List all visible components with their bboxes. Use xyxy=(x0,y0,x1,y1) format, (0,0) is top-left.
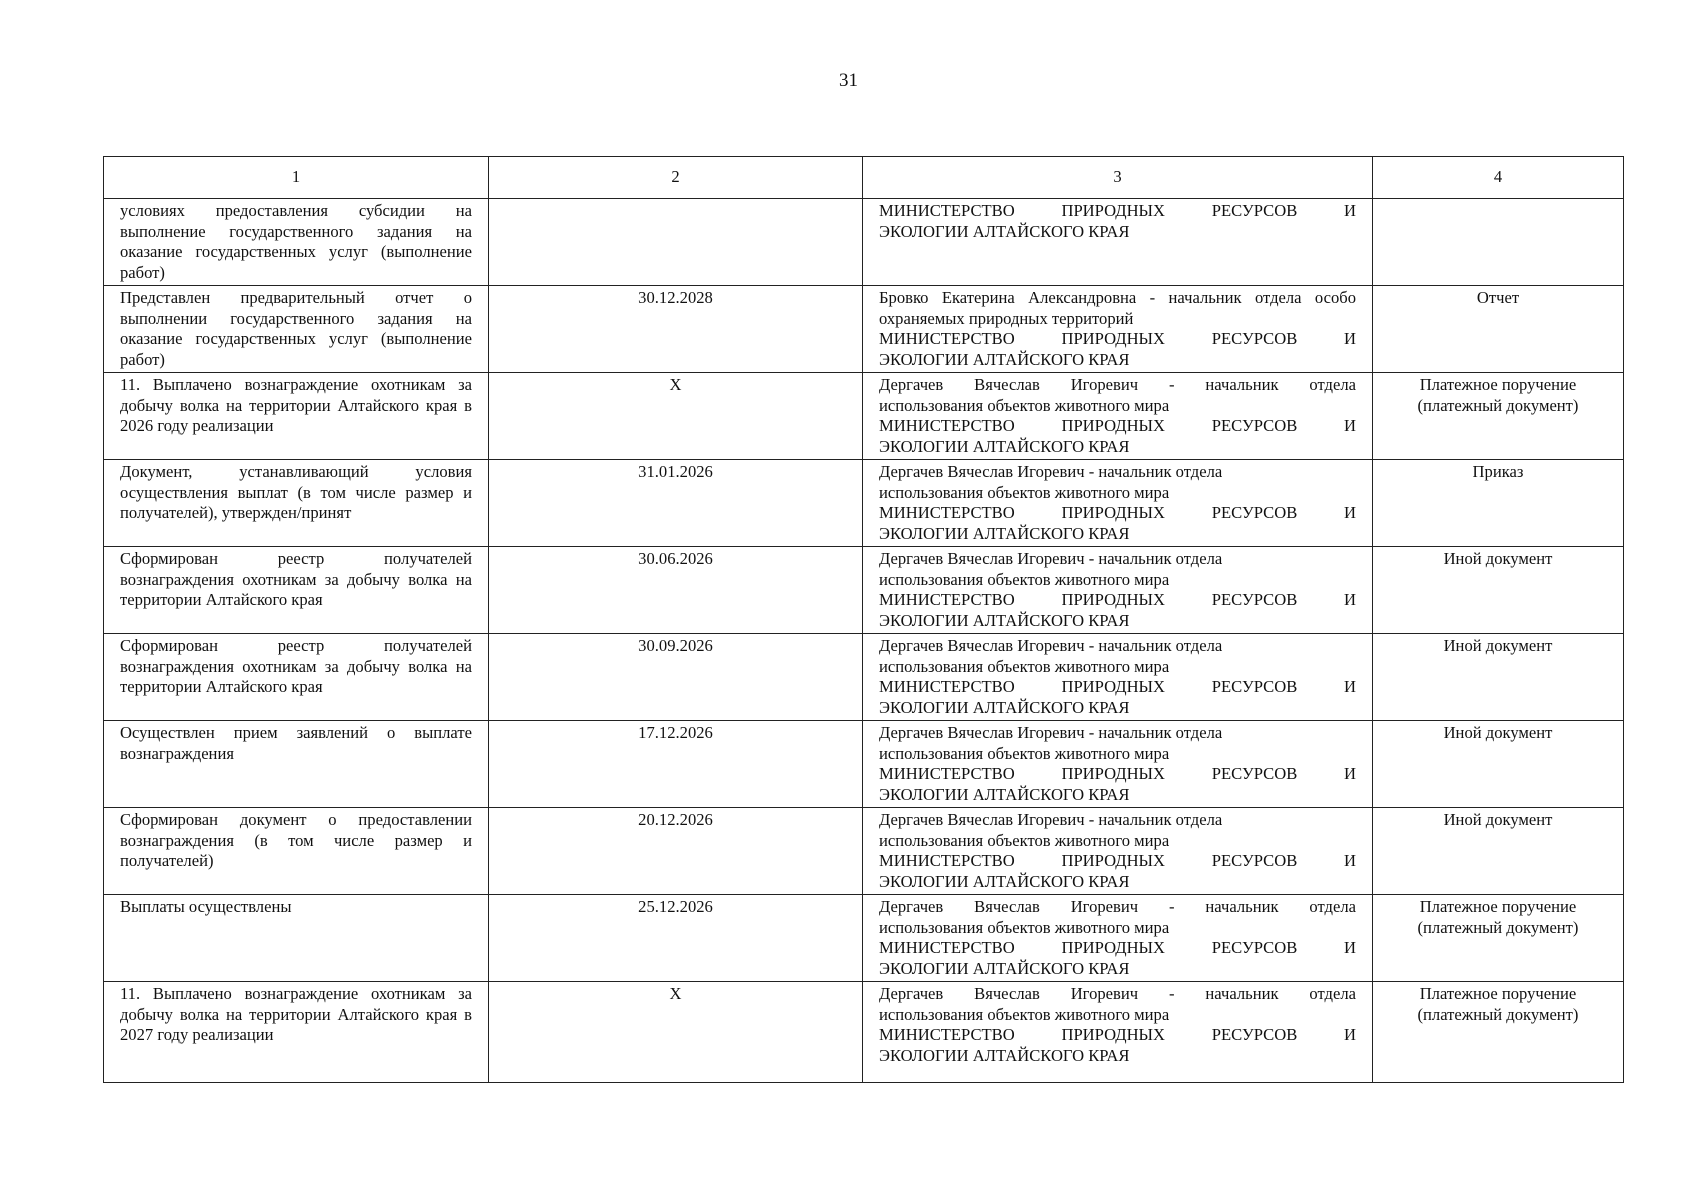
responsible-line: использования объектов животного мира xyxy=(879,830,1170,850)
table-row xyxy=(104,460,1624,547)
table-row xyxy=(104,373,1624,460)
document-type-cell xyxy=(1373,895,1624,982)
responsible-line: МИНИСТЕРСТВО ПРИРОДНЫХ РЕСУРСОВ И xyxy=(879,590,1356,610)
date-cell: 30.09.2026 xyxy=(489,634,863,721)
responsible-line: Дергачев Вячеслав Игоревич - начальник отдела xyxy=(879,897,1356,916)
date-cell xyxy=(489,199,863,286)
responsible-line: использования объектов животного мира xyxy=(879,569,1170,589)
event-description-cell: условиях предоставления субсидии на выполнение государственного задания на оказание государственных услуг (выполнение работ) xyxy=(104,199,489,286)
responsible-line: ЭКОЛОГИИ АЛТАЙСКОГО КРАЯ xyxy=(879,610,1130,630)
responsible-cell xyxy=(863,199,1373,286)
document-type-line: Иной документ xyxy=(1443,810,1553,829)
document-type-line: Приказ xyxy=(1472,462,1524,481)
responsible-line: использования объектов животного мира xyxy=(879,917,1170,937)
event-description-cell: 11. Выплачено вознаграждение охотникам за добычу волка на территории Алтайского края в 2026 году реализации xyxy=(104,373,489,460)
document-type-line: Иной документ xyxy=(1443,723,1553,742)
responsible-line: МИНИСТЕРСТВО ПРИРОДНЫХ РЕСУРСОВ И xyxy=(879,938,1356,958)
date-cell: 30.06.2026 xyxy=(489,547,863,634)
responsible-line: МИНИСТЕРСТВО ПРИРОДНЫХ РЕСУРСОВ И xyxy=(879,329,1356,349)
table-row xyxy=(104,199,1624,286)
responsible-line: охраняемых природных территорий xyxy=(879,308,1134,328)
date-cell: 31.01.2026 xyxy=(489,460,863,547)
responsible-line: ЭКОЛОГИИ АЛТАЙСКОГО КРАЯ xyxy=(879,871,1130,891)
document-table xyxy=(103,156,1624,1083)
responsible-line: МИНИСТЕРСТВО ПРИРОДНЫХ РЕСУРСОВ И xyxy=(879,851,1356,871)
column-header: 2 xyxy=(489,157,863,199)
document-type-cell xyxy=(1373,634,1624,721)
responsible-line: МИНИСТЕРСТВО ПРИРОДНЫХ РЕСУРСОВ И xyxy=(879,1025,1356,1045)
date-cell: 30.12.2028 xyxy=(489,286,863,373)
document-type-line: (платежный документ) xyxy=(1417,917,1579,937)
responsible-line: Дергачев Вячеслав Игоревич - начальник отдела xyxy=(879,723,1223,742)
responsible-line: Дергачев Вячеслав Игоревич - начальник отдела xyxy=(879,984,1356,1003)
page-number: 31 xyxy=(839,70,858,91)
table-row xyxy=(104,895,1624,982)
table-row xyxy=(104,286,1624,373)
responsible-line: ЭКОЛОГИИ АЛТАЙСКОГО КРАЯ xyxy=(879,349,1130,369)
responsible-line: использования объектов животного мира xyxy=(879,395,1170,415)
responsible-line: МИНИСТЕРСТВО ПРИРОДНЫХ РЕСУРСОВ И xyxy=(879,503,1356,523)
responsible-line: ЭКОЛОГИИ АЛТАЙСКОГО КРАЯ xyxy=(879,958,1130,978)
document-type-line: (платежный документ) xyxy=(1417,395,1579,415)
table-row xyxy=(104,547,1624,634)
document-type-cell xyxy=(1373,460,1624,547)
responsible-line: использования объектов животного мира xyxy=(879,743,1170,763)
date-cell: X xyxy=(489,373,863,460)
responsible-cell xyxy=(863,982,1373,1083)
date-cell: 17.12.2026 xyxy=(489,721,863,808)
table-row xyxy=(104,721,1624,808)
event-description-cell: Документ, устанавливающий условия осуществления выплат (в том числе размер и получателей), утвержден/принят xyxy=(104,460,489,547)
responsible-line: ЭКОЛОГИИ АЛТАЙСКОГО КРАЯ xyxy=(879,697,1130,717)
responsible-line: Дергачев Вячеслав Игоревич - начальник отдела xyxy=(879,636,1223,655)
responsible-line: Дергачев Вячеслав Игоревич - начальник отдела xyxy=(879,549,1223,568)
responsible-cell xyxy=(863,895,1373,982)
document-type-line: Иной документ xyxy=(1443,636,1553,655)
event-description-cell: Сформирован документ о предоставлении вознаграждения (в том числе размер и получателей) xyxy=(104,808,489,895)
responsible-line: МИНИСТЕРСТВО ПРИРОДНЫХ РЕСУРСОВ И xyxy=(879,677,1356,697)
document-type-cell xyxy=(1373,547,1624,634)
responsible-line: использования объектов животного мира xyxy=(879,656,1170,676)
table-row xyxy=(104,634,1624,721)
responsible-line: МИНИСТЕРСТВО ПРИРОДНЫХ РЕСУРСОВ И xyxy=(879,764,1356,784)
date-cell: 25.12.2026 xyxy=(489,895,863,982)
responsible-line: МИНИСТЕРСТВО ПРИРОДНЫХ РЕСУРСОВ И xyxy=(879,201,1356,220)
responsible-line: ЭКОЛОГИИ АЛТАЙСКОГО КРАЯ xyxy=(879,784,1130,804)
document-type-line: Платежное поручение xyxy=(1419,897,1577,916)
event-description-cell: Выплаты осуществлены xyxy=(104,895,489,982)
document-type-cell xyxy=(1373,199,1624,286)
document-type-line: (платежный документ) xyxy=(1417,1004,1579,1024)
responsible-cell xyxy=(863,634,1373,721)
responsible-line: ЭКОЛОГИИ АЛТАЙСКОГО КРАЯ xyxy=(879,1045,1130,1065)
event-description-cell: 11. Выплачено вознаграждение охотникам за добычу волка на территории Алтайского края в 2027 году реализации xyxy=(104,982,489,1083)
responsible-line: Дергачев Вячеслав Игоревич - начальник отдела xyxy=(879,810,1223,829)
document-type-cell xyxy=(1373,982,1624,1083)
responsible-line: ЭКОЛОГИИ АЛТАЙСКОГО КРАЯ xyxy=(879,221,1130,241)
column-header: 4 xyxy=(1373,157,1624,199)
table-header-row xyxy=(104,157,1624,199)
document-type-cell xyxy=(1373,286,1624,373)
table-body xyxy=(104,199,1624,1083)
table-row xyxy=(104,982,1624,1083)
document-type-cell xyxy=(1373,808,1624,895)
responsible-line: Дергачев Вячеслав Игоревич - начальник отдела xyxy=(879,375,1356,394)
responsible-line: ЭКОЛОГИИ АЛТАЙСКОГО КРАЯ xyxy=(879,436,1130,456)
responsible-cell xyxy=(863,547,1373,634)
responsible-line: использования объектов животного мира xyxy=(879,482,1170,502)
document-type-line: Отчет xyxy=(1476,288,1520,307)
responsible-cell xyxy=(863,286,1373,373)
document-type-line: Иной документ xyxy=(1443,549,1553,568)
responsible-line: использования объектов животного мира xyxy=(879,1004,1170,1024)
document-type-line: Платежное поручение xyxy=(1419,984,1577,1003)
event-description-cell: Сформирован реестр получателей вознаграждения охотникам за добычу волка на территории Алтайского края xyxy=(104,547,489,634)
responsible-line: ЭКОЛОГИИ АЛТАЙСКОГО КРАЯ xyxy=(879,523,1130,543)
responsible-cell xyxy=(863,721,1373,808)
responsible-cell xyxy=(863,460,1373,547)
document-type-cell xyxy=(1373,721,1624,808)
date-cell: 20.12.2026 xyxy=(489,808,863,895)
responsible-line: Бровко Екатерина Александровна - начальник отдела особо xyxy=(879,288,1356,307)
table-row xyxy=(104,808,1624,895)
document-type-line: Платежное поручение xyxy=(1419,375,1577,394)
column-header: 3 xyxy=(863,157,1373,199)
responsible-line: Дергачев Вячеслав Игоревич - начальник отдела xyxy=(879,462,1223,481)
document-type-cell xyxy=(1373,373,1624,460)
event-description-cell: Осуществлен прием заявлений о выплате вознаграждения xyxy=(104,721,489,808)
responsible-line: МИНИСТЕРСТВО ПРИРОДНЫХ РЕСУРСОВ И xyxy=(879,416,1356,436)
responsible-cell xyxy=(863,373,1373,460)
column-header: 1 xyxy=(104,157,489,199)
responsible-cell xyxy=(863,808,1373,895)
event-description-cell: Сформирован реестр получателей вознаграждения охотникам за добычу волка на территории Алтайского края xyxy=(104,634,489,721)
event-description-cell: Представлен предварительный отчет о выполнении государственного задания на оказание государственных услуг (выполнение работ) xyxy=(104,286,489,373)
date-cell: X xyxy=(489,982,863,1083)
